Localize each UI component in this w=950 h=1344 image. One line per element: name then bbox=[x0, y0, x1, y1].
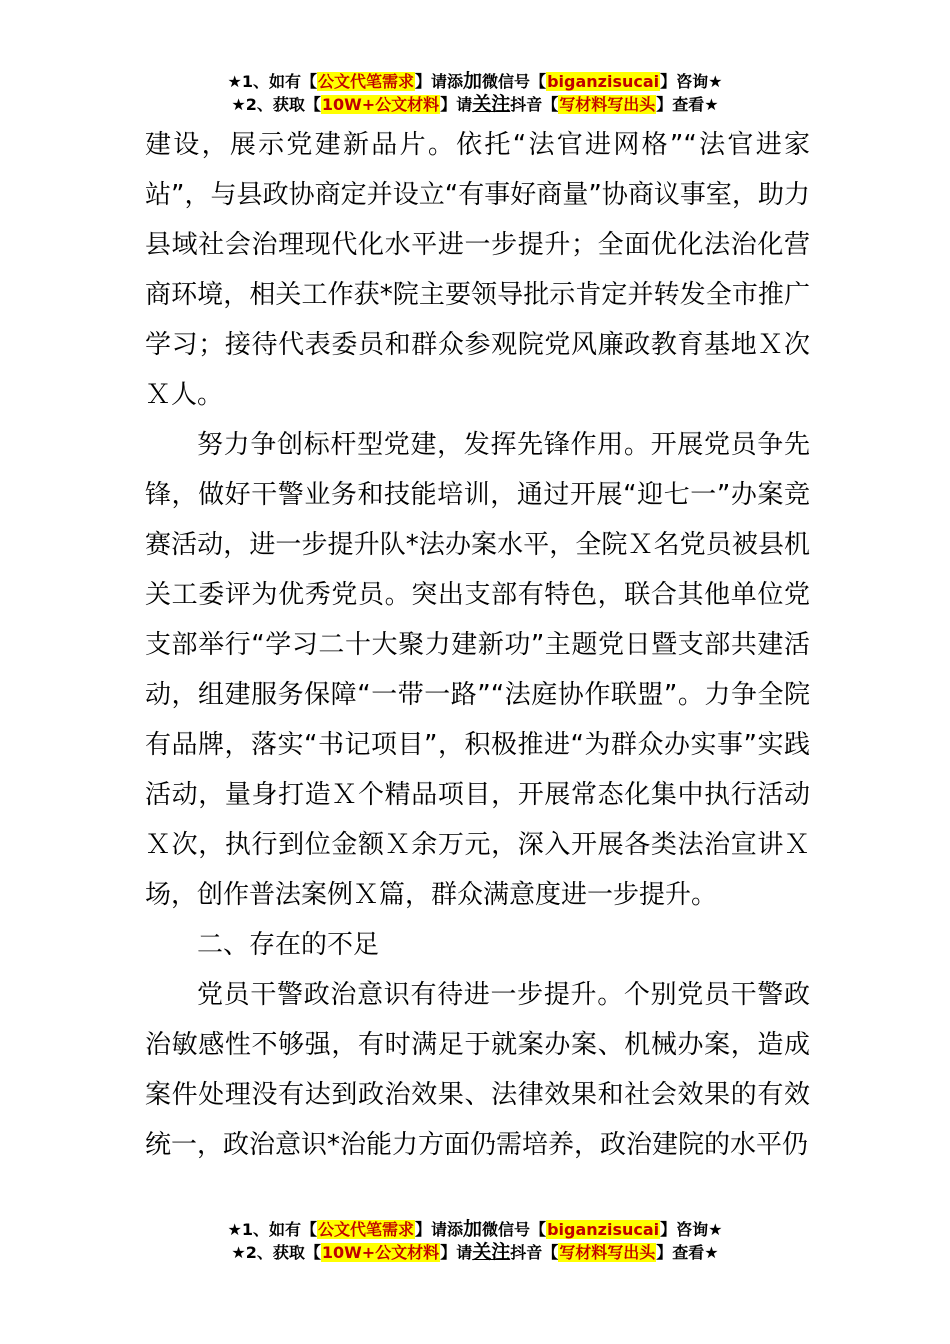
banner-text: ★2、获取【 bbox=[231, 95, 321, 114]
document-body bbox=[145, 120, 810, 1170]
paragraph: 建设，展示党建新品片。依托“法官进网格”“法官进家站”，与县政协商定并设立“有事好商量”协商议事室，助力县域社会治理现代化水平进一步提升；全面优化法治化营商环境，相关工作获*院主要领导批示肯定并转发全市推广学习；接待代表委员和群众参观院党风廉政教育基地Ｘ次Ｘ人。 bbox=[145, 130, 810, 410]
banner-text: 关注 bbox=[472, 1241, 511, 1263]
banner-text: 关注 bbox=[472, 93, 511, 115]
banner-text: 】查看★ bbox=[656, 95, 719, 114]
section-heading: 二、存在的不足 bbox=[197, 930, 380, 960]
banner-text: 】咨询★ bbox=[660, 1220, 723, 1239]
banner-text: 微信号【 bbox=[482, 1220, 547, 1239]
banner-highlight: 10W+公文材料 bbox=[321, 1243, 440, 1262]
banner-wechat-id: biganzisucai bbox=[547, 72, 660, 91]
banner-text: 加 bbox=[463, 1218, 483, 1240]
banner-text: 微信号【 bbox=[482, 72, 547, 91]
banner-text: 加 bbox=[463, 70, 483, 92]
banner-text: 】请添 bbox=[415, 72, 464, 91]
banner-text: 】请 bbox=[440, 1243, 473, 1262]
header-banner bbox=[0, 70, 950, 116]
banner-line-1 bbox=[0, 70, 950, 93]
banner-text: 】请添 bbox=[415, 1220, 464, 1239]
banner-text: ★1、如有【 bbox=[227, 72, 317, 91]
banner-text: 】咨询★ bbox=[660, 72, 723, 91]
footer-banner bbox=[0, 1218, 950, 1264]
banner-text: ★1、如有【 bbox=[227, 1220, 317, 1239]
banner-highlight: 公文代笔需求 bbox=[318, 72, 415, 91]
banner-highlight: 10W+公文材料 bbox=[321, 95, 440, 114]
banner-text: 抖音【 bbox=[510, 95, 559, 114]
banner-highlight: 公文代笔需求 bbox=[318, 1220, 415, 1239]
banner-text: 抖音【 bbox=[510, 1243, 559, 1262]
banner-text: 】请 bbox=[440, 95, 473, 114]
paragraph: 党员干警政治意识有待进一步提升。个别党员干警政治敏感性不够强，有时满足于就案办案、机械办案，造成案件处理没有达到政治效果、法律效果和社会效果的有效统一，政治意识*治能力方面仍需培养，政治建院的水平仍 bbox=[145, 980, 810, 1160]
banner-text: ★2、获取【 bbox=[231, 1243, 321, 1262]
banner-line-1 bbox=[0, 1218, 950, 1241]
banner-highlight: 写材料写出头 bbox=[559, 1243, 656, 1262]
banner-line-2 bbox=[0, 1241, 950, 1264]
banner-highlight: 写材料写出头 bbox=[559, 95, 656, 114]
banner-line-2 bbox=[0, 93, 950, 116]
banner-text: 】查看★ bbox=[656, 1243, 719, 1262]
paragraph: 努力争创标杆型党建，发挥先锋作用。开展党员争先锋，做好干警业务和技能培训，通过开展“迎七一”办案竞赛活动，进一步提升队*法办案水平，全院Ｘ名党员被县机关工委评为优秀党员。突出支部有特色，联合其他单位党支部举行“学习二十大聚力建新功”主题党日暨支部共建活动，组建服务保障“一带一路”“法庭协作联盟”。力争全院有品牌，落实“书记项目”，积极推进“为群众办实事”实践活动，量身打造Ｘ个精品项目，开展常态化集中执行活动Ｘ次，执行到位金额Ｘ余万元，深入开展各类法治宣讲Ｘ场，创作普法案例Ｘ篇，群众满意度进一步提升。 bbox=[145, 430, 810, 910]
banner-wechat-id: biganzisucai bbox=[547, 1220, 660, 1239]
